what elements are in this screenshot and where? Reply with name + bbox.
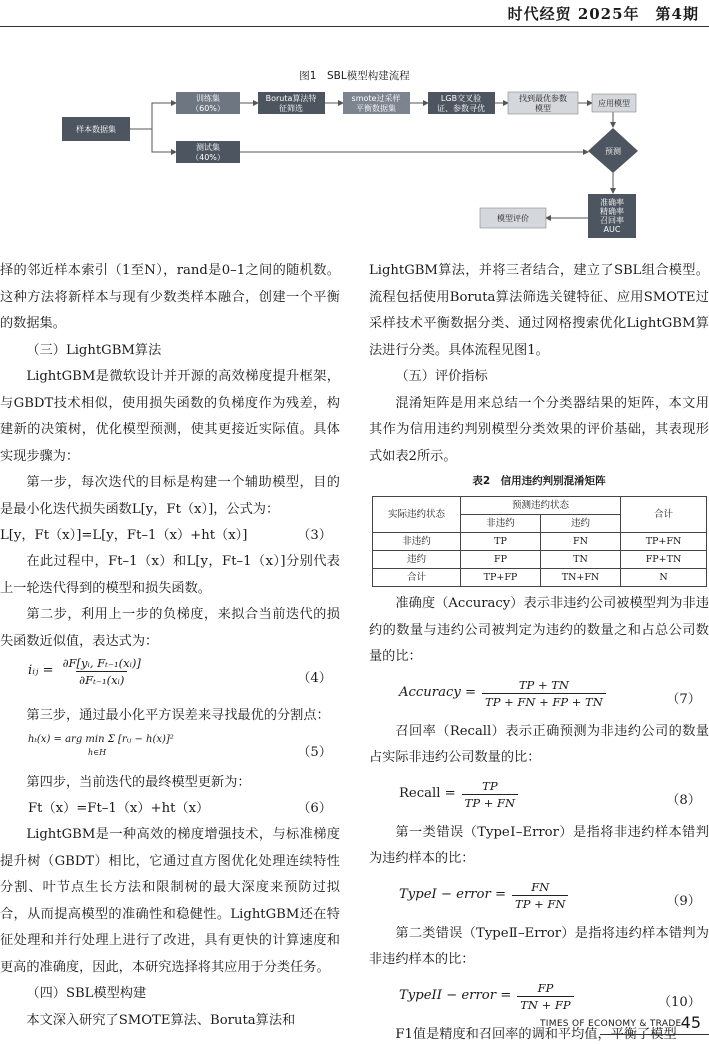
formula-4 [0, 655, 340, 703]
node-metrics-line2: 精确率 [600, 207, 624, 216]
node-eval-text: 模型评价 [497, 214, 529, 223]
formula-5 [0, 730, 340, 770]
header-rule [0, 26, 709, 27]
table-cell: FP+TN [621, 551, 707, 569]
formula-5-text: hₜ(x) = arg min Σ [rᵢⱼ − h(x)]² [28, 733, 174, 745]
right-para-6: 第二类错误（TypeⅡ–Error）是指将违约样本错判为非违约样本的比： [369, 925, 709, 967]
footer-journal-en: TIMES OF ECONOMY & TRADE [540, 1019, 682, 1029]
formula-7 [369, 671, 709, 719]
formula-3-number: （3） [297, 528, 332, 543]
formula-4-lhs: iᵢⱼ = [28, 663, 54, 679]
formula-3 [0, 523, 340, 549]
year-issue: 2025年 第4期 [577, 5, 699, 23]
formula-10 [369, 974, 709, 1022]
formula-8-denominator: TP + FN [462, 794, 518, 811]
formula-10-lhs: TypeII − error = [399, 987, 512, 1003]
formula-6 [0, 796, 340, 822]
node-lgb-line1: LGB交叉验 [440, 94, 482, 103]
footer-rule [600, 1034, 709, 1035]
table-cell: TP+FP [461, 569, 541, 587]
node-boruta-line1: Boruta算法特 [265, 94, 317, 103]
formula-5-sub: h∈H [88, 747, 107, 757]
right-para-3: 准确度（Accuracy）表示非违约公司被模型判为非违约的数量与违约公司被判定为违约的数量之和占总公司数量的比： [369, 596, 709, 664]
node-test-line1: 测试集 [196, 143, 220, 152]
journal-name: 时代经贸 [507, 5, 572, 23]
table-cell: TN [541, 551, 621, 569]
formula-8-lhs: Recall = [399, 785, 456, 801]
formula-9-denominator: TP + FN [512, 895, 568, 912]
formula-7-numerator: TP + TN [518, 677, 569, 692]
table-cell: FN [541, 533, 621, 551]
left-column [0, 258, 340, 1034]
node-predict-text: 预测 [605, 147, 621, 156]
right-para-4: 召回率（Recall）表示正确预测为非违约公司的数量占实际非违约公司数量的比： [369, 723, 709, 765]
table-cell: TP+FN [621, 533, 707, 551]
right-para-1: LightGBM算法，并将三者结合，建立了SBL组合模型。流程包括使用Boruta算法筛选关键特征、应用SMOTE过采样技术平衡数据分类、通过网格搜索优化LightGBM算法进行分类。具体流程见图1。 [369, 263, 709, 358]
th-predicted: 预测违约状态 [461, 497, 621, 515]
table-cell: 违约 [373, 551, 461, 569]
left-para-8: LightGBM是一种高效的梯度增强技术，与标准梯度提升树（GBDT）相比，它通过直方图优化处理连续特性分割、叶节点生长方法和限制树的最大深度来预防过拟合，从而提高模型的准确性和稳健性。LightGBM还在特征处理和并行处理上进行了改进，具有更快的计算速度和更高的准确度，因此，本研究选择将其应用于分类任务。 [0, 827, 340, 975]
node-smote-line1: smote过采样 [351, 94, 401, 103]
formula-7-denominator: TP + FN + FP + TN [482, 693, 606, 710]
formula-3-text: L[y，Ft（x）]=L[y，Ft–1（x）+ht（x）] [0, 528, 248, 543]
left-para-4: 在此过程中，Ft–1（x）和L[y，Ft–1（x）]分别代表上一轮迭代得到的模型和损失函数。 [0, 554, 340, 596]
table-cell: FP [461, 551, 541, 569]
table-cell: TN+FN [541, 569, 621, 587]
formula-10-denominator: TN + FP [517, 996, 573, 1013]
node-boruta-line2: 征筛选 [279, 104, 303, 113]
left-para-9: 本文深入研究了SMOTE算法、Boruta算法和 [26, 1012, 296, 1028]
page-header [0, 0, 709, 30]
th-total: 合计 [621, 497, 707, 533]
right-para-7: F1值是精度和召回率的调和平均值，平衡了模型 [395, 1026, 677, 1042]
formula-9-numerator: FN [531, 879, 550, 894]
right-column [369, 258, 709, 1044]
right-para-5: 第一类错误（TypeⅠ–Error）是指将非违约样本错判为违约样本的比： [369, 824, 709, 866]
node-train-line2: （60%） [191, 104, 225, 113]
right-para-2: 混淆矩阵是用来总结一个分类器结果的矩阵，本文用其作为信用违约判别模型分类效果的评价基础，其表现形式如表2所示。 [369, 395, 709, 464]
table-row [373, 569, 707, 587]
left-para-7: 第四步，当前迭代的最终模型更新为： [26, 774, 251, 790]
table-cell: TP [461, 533, 541, 551]
node-train-line1: 训练集 [196, 94, 220, 103]
node-metrics-line1: 准确率 [600, 198, 624, 207]
formula-8-numerator: TP [482, 778, 498, 793]
formula-4-number: （4） [297, 671, 332, 686]
formula-7-lhs: Accuracy = [399, 684, 477, 700]
page-number: 45 [680, 1013, 701, 1032]
figure-caption: 图1 SBL模型构建流程 [299, 70, 410, 82]
formula-6-number: （6） [297, 801, 332, 816]
formula-4-denominator: ∂Fₜ₋₁(xᵢ) [76, 671, 127, 688]
node-lgb-line2: 证、参数寻优 [437, 104, 485, 113]
node-apply-text: 应用模型 [598, 99, 630, 108]
formula-5-number: （5） [297, 744, 332, 760]
formula-9 [369, 873, 709, 921]
heading-sbl: （四）SBL模型构建 [26, 986, 147, 1001]
node-test-line2: （40%） [191, 153, 225, 162]
formula-9-lhs: TypeI − error = [399, 886, 507, 902]
formula-7-number: （7） [666, 691, 701, 707]
node-metrics-line4: AUC [603, 225, 621, 234]
table-cell: 合计 [373, 569, 461, 587]
table-cell: N [621, 569, 707, 587]
formula-10-number: （10） [657, 994, 701, 1010]
node-best-line2: 模型 [535, 104, 551, 113]
formula-4-numerator: ∂F[yᵢ, Fₜ₋₁(xᵢ)] [62, 656, 141, 670]
table-cell: 非违约 [373, 533, 461, 551]
th-actual: 实际违约状态 [373, 497, 461, 533]
th-non-default: 非违约 [461, 515, 541, 533]
node-metrics-line3: 召回率 [600, 216, 624, 225]
th-default: 违约 [541, 515, 621, 533]
flowchart [0, 85, 709, 245]
left-para-5: 第二步，利用上一步的负梯度，来拟合当前迭代的损失函数近似值，表达式为： [0, 607, 340, 649]
heading-metrics: （五）评价指标 [395, 369, 488, 384]
formula-10-numerator: FP [537, 980, 554, 995]
header-journal-issue [508, 3, 699, 24]
left-para-6: 第三步，通过最小化平方误差来寻找最优的分割点： [26, 708, 330, 723]
heading-lightgbm: （三）LightGBM算法 [26, 342, 162, 358]
formula-9-number: （9） [666, 893, 701, 909]
table-row [373, 551, 707, 569]
left-para-3: 第一步，每次迭代的目标是构建一个辅助模型，目的是最小化迭代损失函数L[y，Ft（x）]，公式为： [0, 475, 340, 517]
formula-8 [369, 772, 709, 820]
formula-8-number: （8） [666, 792, 701, 808]
table-caption: 表2 信用违约判别混淆矩阵 [472, 475, 606, 487]
table-row [373, 533, 707, 551]
confusion-matrix-table [372, 496, 707, 587]
left-para-1: 择的邻近样本索引（1至N），rand是0–1之间的随机数。这种方法将新样本与现有少数类样本融合，创建一个平衡的数据集。 [0, 263, 340, 331]
formula-6-text: Ft（x）=Ft–1（x）+ht（x） [28, 801, 210, 816]
node-sample-text: 样本数据集 [76, 125, 116, 134]
node-best-line1: 找到最优参数 [519, 94, 567, 103]
left-para-2: LightGBM是微软设计并开源的高效梯度提升框架，与GBDT技术相似，使用损失函数的负梯度作为残差，构建新的决策树，优化模型预测，使其更接近实际值。具体实现步骤为： [0, 369, 340, 464]
node-smote-line2: 平衡数据集 [356, 104, 396, 113]
